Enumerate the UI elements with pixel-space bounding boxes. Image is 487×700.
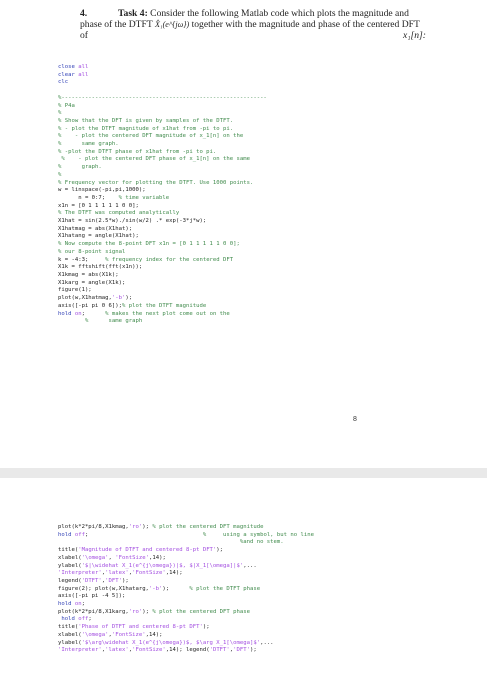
code-line (58, 187, 267, 195)
code-line (58, 79, 267, 87)
code-token: , (101, 570, 106, 577)
code-token: % same graph (84, 318, 143, 325)
code-token: % Frequency vector for plotting the DTFT. Use 1000 points. (58, 179, 254, 186)
code-token: on (74, 310, 82, 317)
code-token: clc (58, 79, 69, 86)
task-line-3 (80, 30, 426, 41)
code-token: ); (250, 647, 257, 654)
code-token: '-b' (111, 295, 126, 302)
dtft-symbol: X̂₁(e^{jω}) (154, 20, 190, 29)
code-token: figure(2); plot(w,X1hatarg, (58, 585, 149, 592)
code-token: 'FontSize' (111, 631, 146, 638)
code-token: 'Magnitude of DTFT and centered 8-pt DFT' (78, 547, 217, 554)
code-token: % (58, 171, 62, 178)
code-token: X1hatang = angle(X1hat); (58, 233, 139, 240)
code-token: % - plot the DTFT magnitude of x1hat from -pi to pi. (58, 125, 234, 132)
code-token (58, 539, 240, 545)
code-line (58, 303, 267, 311)
matlab-code-block-1 (58, 64, 267, 326)
code-line (58, 311, 267, 319)
code-token: % graph. (58, 164, 102, 171)
code-token: 'DTFT' (209, 647, 230, 654)
code-token: clear (58, 71, 79, 78)
code-token: k = -4:3; (58, 256, 106, 263)
code-token: ); (142, 608, 153, 615)
code-token: w = linspace(-pi,pi,1000); (58, 187, 146, 194)
task-line2-after: together with the magnitude and phase of the centered DFT (189, 19, 420, 30)
code-token: ,... (243, 562, 257, 569)
code-line (58, 563, 314, 571)
code-token: ylabel( (58, 639, 82, 646)
code-line (58, 555, 314, 563)
code-token: title( (58, 547, 79, 554)
code-token: all (78, 64, 89, 70)
code-line (58, 287, 267, 295)
code-token: 'Interpreter' (58, 570, 102, 577)
code-token: % plot the centered DFT phase (152, 608, 250, 615)
code-token: %------------------------------------------------------------- (58, 94, 267, 101)
code-token: 'latex' (105, 647, 129, 654)
code-token: ); (162, 585, 190, 592)
code-line (58, 249, 267, 257)
code-token: xlabel( (58, 554, 82, 561)
code-line (58, 647, 314, 655)
code-token: , (101, 577, 106, 584)
code-line (58, 280, 267, 288)
code-token: off (74, 531, 85, 538)
code-line (58, 547, 314, 555)
code-token: ,14); (148, 554, 166, 561)
code-token: '\omega' (81, 631, 109, 638)
code-token: 'ro' (128, 524, 143, 530)
code-token (58, 318, 85, 324)
code-line (58, 241, 267, 249)
code-token: 'FontSize' (132, 647, 166, 654)
code-line (58, 172, 267, 180)
document-page-2 (0, 478, 487, 700)
code-line (58, 570, 314, 578)
task-line3-left: of (80, 30, 88, 41)
code-line (58, 532, 314, 540)
code-line (58, 149, 267, 157)
code-token: % plot the DTFT magnitude (122, 302, 207, 309)
code-token: % P4a (58, 102, 75, 109)
code-token: ylabel( (58, 562, 82, 569)
code-token: ; (81, 601, 85, 608)
code-line (58, 64, 267, 72)
code-token: x1n = [0 1 1 1 1 1 0 0]; (58, 202, 139, 209)
code-token: 'DFT' (105, 577, 123, 584)
code-line (58, 264, 267, 272)
code-token: % makes the next plot come out on the (105, 310, 230, 317)
code-token: hold (58, 531, 75, 538)
code-token: , (108, 554, 116, 561)
code-token: ); (122, 577, 129, 584)
code-token: close (58, 64, 79, 70)
code-token: ,... (260, 639, 274, 646)
code-token: ; (84, 531, 203, 538)
code-line (58, 632, 314, 640)
code-line (58, 164, 267, 172)
code-line (58, 609, 314, 617)
code-token: 'Phase of DTFT and centered 8-pt DFT' (78, 624, 203, 631)
code-token: title( (58, 624, 79, 631)
code-token: , (128, 647, 133, 654)
code-token: % frequency index for the centered DFT (105, 256, 234, 263)
code-line (58, 195, 267, 203)
task-title: Task 4: (118, 8, 148, 19)
code-token: ); (216, 547, 224, 554)
code-line (58, 126, 267, 134)
code-line (58, 95, 267, 103)
code-token: % plot the DTFT phase (189, 585, 261, 592)
code-line (58, 586, 314, 594)
code-line (58, 601, 314, 609)
task-line-2 (80, 19, 420, 30)
code-token: %and no stem. (239, 539, 284, 546)
code-token: ,14); legend( (165, 647, 210, 654)
code-line (58, 295, 267, 303)
code-token: hold (58, 601, 75, 608)
code-token: % - plot the centered DFT phase of x_1[n] on the same (58, 156, 250, 163)
task-number: 4. (80, 8, 88, 19)
code-token: 'DFT' (233, 647, 251, 654)
code-token: % our 8-point signal (58, 248, 126, 255)
code-line (58, 318, 267, 326)
code-token: ,14); (165, 570, 183, 577)
code-token: xlabel( (58, 631, 82, 638)
signal-symbol: x₁[n]: (402, 30, 426, 41)
code-token: % using a symbol, but no line (202, 531, 314, 538)
code-line (58, 226, 267, 234)
code-token: axis([-pi pi -4 5]); (58, 593, 126, 600)
code-token: 'ro' (128, 608, 143, 615)
code-token: % -plot the DTFT phase of x1hat from -pi to pi. (58, 148, 217, 155)
code-line (58, 539, 314, 547)
code-token: X1k = fftshift(fft(x1n)); (58, 264, 143, 271)
code-line (58, 87, 267, 95)
code-token: X1kmag = abs(X1k); (58, 271, 119, 278)
task-line1-text: Consider the following Matlab code which plots the magnitude and (147, 8, 409, 19)
code-token: hold (58, 310, 75, 317)
code-token: '\omega' (81, 554, 109, 561)
code-token: 'DTFT' (81, 577, 102, 584)
code-token: X1hat = sin(2.5*w)./sin(w/2) .* exp(-3*j*w); (58, 218, 207, 225)
code-token: , (108, 631, 112, 638)
code-line (58, 624, 314, 632)
code-token: ); (202, 624, 210, 631)
code-token: ,14); (145, 631, 163, 638)
code-line (58, 203, 267, 211)
code-token: % (58, 110, 62, 117)
code-token: % Show that the DFT is given by samples of the DTFT. (58, 117, 234, 124)
code-token: % - plot the centered DFT magnitude of x_1[n] on the (58, 133, 244, 140)
code-token: figure(1); (58, 287, 92, 294)
code-line (58, 210, 267, 218)
code-line (58, 156, 267, 164)
code-line (58, 72, 267, 80)
page-number: 8 (353, 416, 357, 423)
code-line (58, 640, 314, 648)
code-line (58, 118, 267, 126)
code-token: n = 0:7; (58, 194, 119, 201)
code-token: % time variable (118, 194, 170, 201)
code-line (58, 593, 314, 601)
code-line (58, 133, 267, 141)
code-token: axis([-pi pi 0 6]); (58, 302, 122, 309)
code-token: all (78, 71, 89, 78)
code-token: X1karg = angle(X1k); (58, 279, 126, 286)
code-token: off (78, 616, 89, 623)
code-line (58, 524, 314, 532)
code-token: 'FontSize' (115, 554, 149, 561)
code-token: '$\arg\widehat X_1(e^{j\omega})$, $\arg X_1[\omega]$' (81, 639, 261, 646)
code-token: plot(k*2*pi/8,X1karg, (58, 608, 129, 615)
code-token: % Now compute the 8-point DFT x1n = [0 1 1 1 1 1 0 0]; (58, 241, 240, 248)
code-token: % same graph. (58, 141, 119, 148)
code-token: ); (125, 295, 133, 302)
code-line (58, 141, 267, 149)
code-line (58, 233, 267, 241)
code-line (58, 257, 267, 265)
task-line2-before: phase of the DTFT (80, 19, 155, 30)
code-token: plot(w,X1hatmag, (58, 295, 112, 302)
code-token: , (128, 570, 133, 577)
code-token: hold (58, 616, 79, 623)
code-token: 'latex' (105, 570, 129, 577)
task-line-1 (118, 8, 409, 19)
code-token: 'Interpreter' (58, 647, 102, 654)
code-token: legend( (58, 577, 82, 584)
code-line (58, 616, 314, 624)
matlab-code-block-2 (58, 524, 314, 655)
code-token: X1hatmag = abs(X1hat); (58, 225, 133, 232)
code-token: ; (88, 616, 92, 623)
code-token: ; (81, 310, 106, 317)
code-line (58, 103, 267, 111)
code-line (58, 110, 267, 118)
code-token: on (74, 601, 82, 608)
code-token: '$|\widehat X_1(e^{j\omega})|$, $|X_1[\omega]|$' (81, 562, 244, 569)
code-token: 'FontSize' (132, 570, 166, 577)
code-token: ); (142, 524, 153, 530)
code-line (58, 218, 267, 226)
code-token: plot(k*2*pi/8,X1kmag, (58, 524, 129, 530)
code-line (58, 180, 267, 188)
code-token: '-b' (148, 585, 163, 592)
code-token: , (229, 647, 234, 654)
code-token: % The DTFT was computed analytically (58, 210, 180, 217)
code-token: % plot the centered DFT magnitude (152, 524, 264, 530)
code-line (58, 578, 314, 586)
code-token: , (101, 647, 106, 654)
code-line (58, 272, 267, 280)
